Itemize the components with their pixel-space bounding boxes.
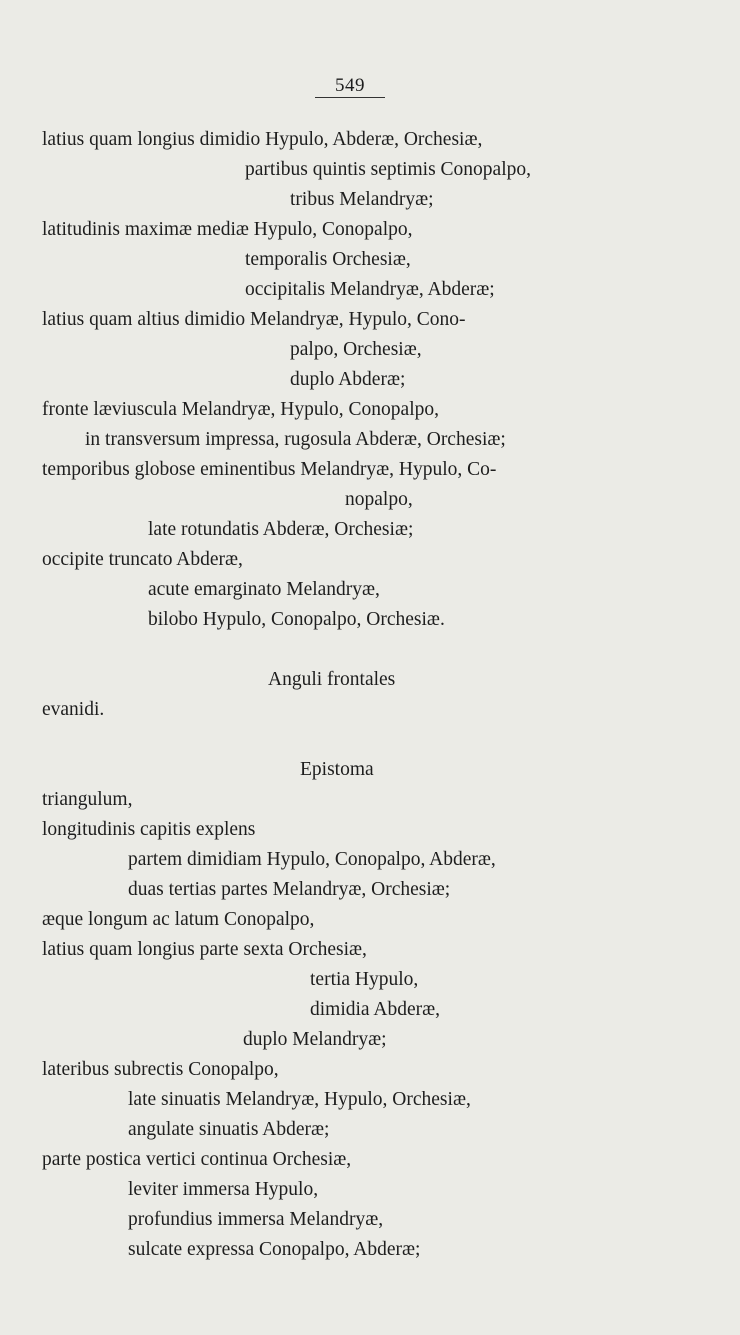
text-line: acute emarginato Melandryæ, [148, 579, 380, 600]
text-line: evanidi. [42, 699, 105, 720]
text-line: palpo, Orchesiæ, [290, 339, 422, 360]
section-heading: Anguli frontales [268, 669, 396, 690]
text-line: partibus quintis septimis Conopalpo, [245, 159, 531, 180]
text-line: leviter immersa Hypulo, [128, 1179, 319, 1200]
text-line: fronte læviuscula Melandryæ, Hypulo, Conopalpo, [42, 399, 439, 420]
text-line: occipitalis Melandryæ, Abderæ; [245, 279, 495, 300]
text-line: duplo Abderæ; [290, 369, 406, 390]
text-line: occipite truncato Abderæ, [42, 549, 243, 570]
text-line: longitudinis capitis explens [42, 819, 256, 840]
text-line: dimidia Abderæ, [310, 999, 440, 1020]
section-heading: Epistoma [300, 759, 374, 780]
text-line: æque longum ac latum Conopalpo, [42, 909, 315, 930]
text-line: sulcate expressa Conopalpo, Abderæ; [128, 1239, 421, 1260]
text-line: in transversum impressa, rugosula Abderæ, Orchesiæ; [85, 429, 506, 450]
text-line: partem dimidiam Hypulo, Conopalpo, Abderæ, [128, 849, 496, 870]
text-line: latitudinis maximæ mediæ Hypulo, Conopalpo, [42, 219, 413, 240]
text-line: bilobo Hypulo, Conopalpo, Orchesiæ. [148, 609, 445, 630]
text-line: duplo Melandryæ; [243, 1029, 387, 1050]
text-line: duas tertias partes Melandryæ, Orchesiæ; [128, 879, 451, 900]
text-line: temporalis Orchesiæ, [245, 249, 411, 270]
text-line: latius quam altius dimidio Melandryæ, Hypulo, Cono- [42, 309, 466, 330]
text-line: parte postica vertici continua Orchesiæ, [42, 1149, 352, 1170]
text-line: late rotundatis Abderæ, Orchesiæ; [148, 519, 414, 540]
text-line: late sinuatis Melandryæ, Hypulo, Orchesiæ, [128, 1089, 471, 1110]
text-line: tribus Melandryæ; [290, 189, 434, 210]
text-line: angulate sinuatis Abderæ; [128, 1119, 330, 1140]
text-line: latius quam longius parte sexta Orchesiæ, [42, 939, 367, 960]
text-line: lateribus subrectis Conopalpo, [42, 1059, 279, 1080]
text-line: nopalpo, [345, 489, 413, 510]
text-line: triangulum, [42, 789, 133, 810]
text-line: tertia Hypulo, [310, 969, 419, 990]
text-line: temporibus globose eminentibus Melandryæ, Hypulo, Co- [42, 459, 497, 480]
text-line: profundius immersa Melandryæ, [128, 1209, 384, 1230]
page-number: 549 [315, 75, 385, 98]
text-line: latius quam longius dimidio Hypulo, Abderæ, Orchesiæ, [42, 129, 483, 150]
